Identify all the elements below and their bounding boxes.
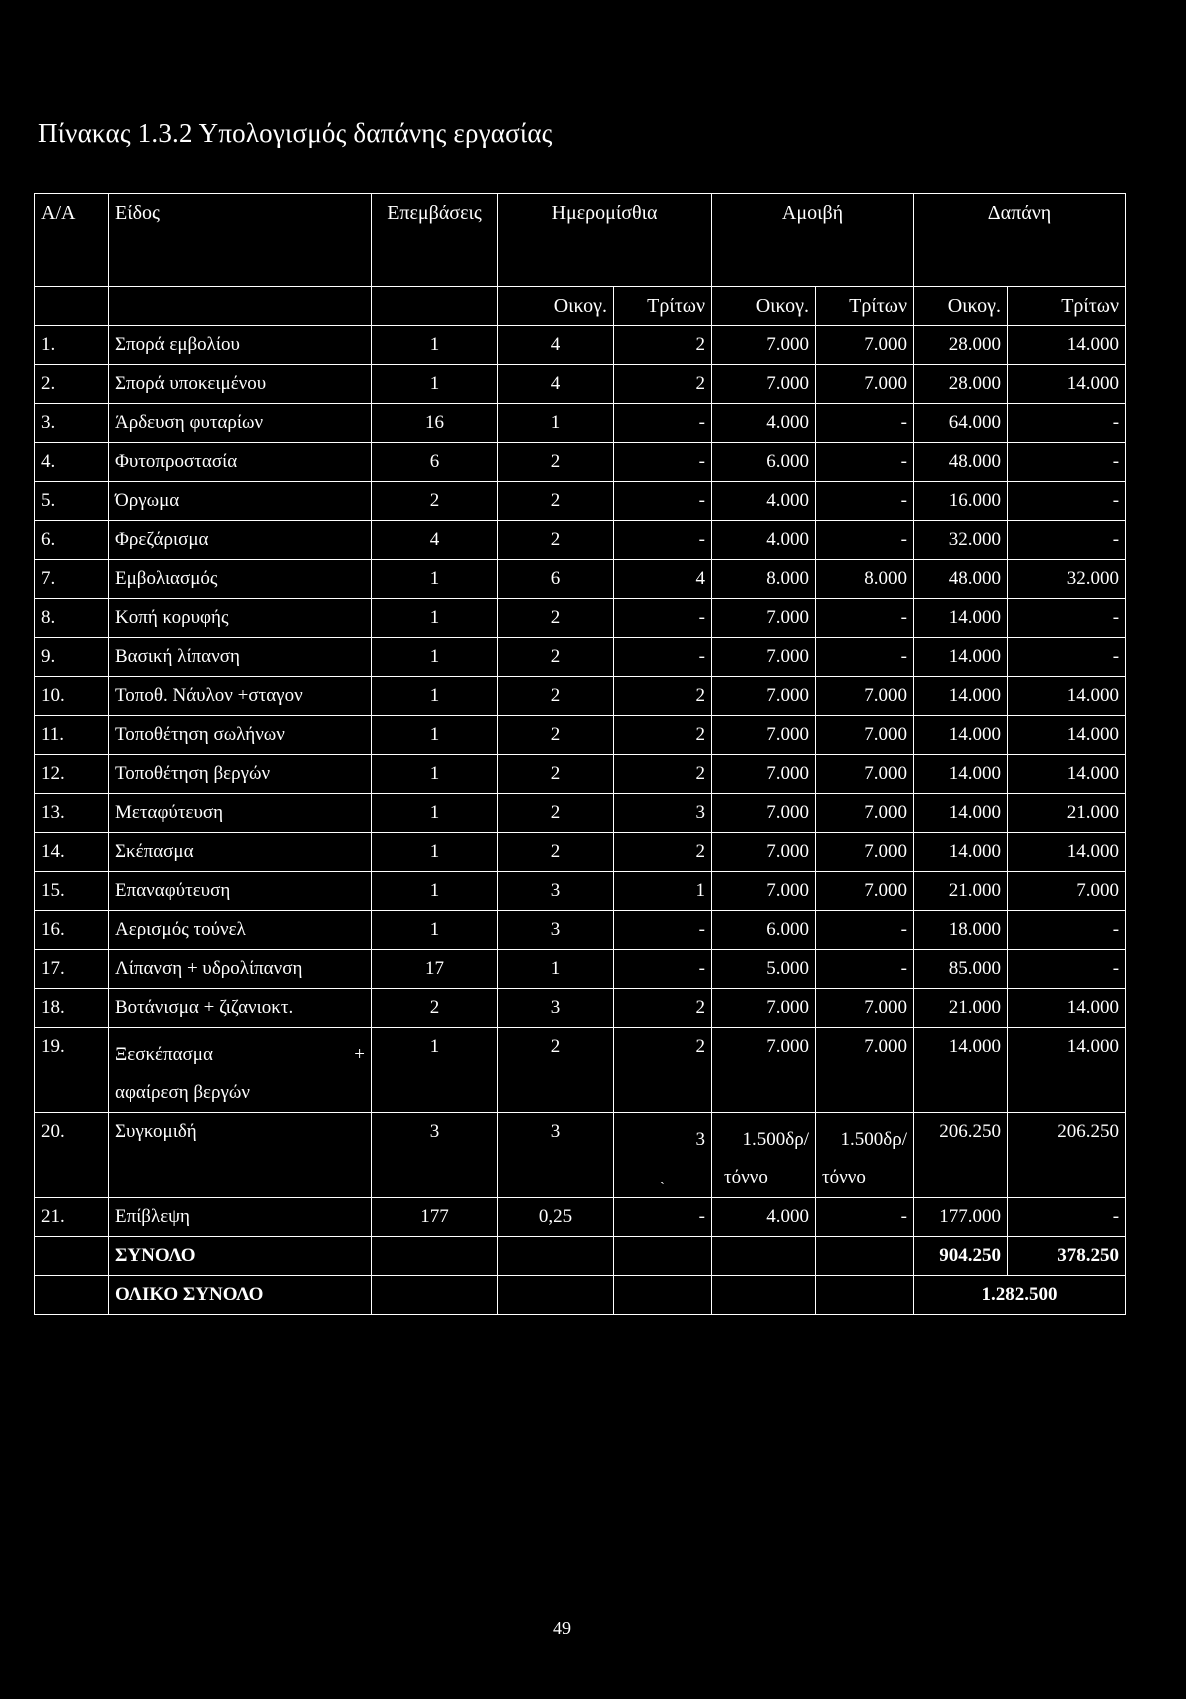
table-row-9 — [35, 638, 1126, 677]
cell-eidos: Μεταφύτευση — [109, 794, 372, 833]
header-aa: Α/Α — [35, 194, 109, 287]
table-row-4 — [35, 443, 1126, 482]
cell-am-triton: 7.000 — [816, 1028, 914, 1113]
cell-da-oikog: 14.000 — [914, 638, 1008, 677]
cell-am-oikog: 7.000 — [712, 833, 816, 872]
cell-aa: 16. — [35, 911, 109, 950]
cell-da-oikog: 14.000 — [914, 1028, 1008, 1113]
cell-da-oikog: 14.000 — [914, 794, 1008, 833]
header-row-2 — [35, 287, 1126, 326]
cell-aa: 9. — [35, 638, 109, 677]
cell-im-triton: - — [614, 482, 712, 521]
cell-am-oikog: 7.000 — [712, 365, 816, 404]
cell-am-triton: 7.000 — [816, 677, 914, 716]
cell-am-oikog: 7.000 — [712, 599, 816, 638]
cell-am-triton: 7.000 — [816, 716, 914, 755]
cell-epemvaseis: 1 — [372, 911, 498, 950]
cell-am-triton: - — [816, 950, 914, 989]
cell-eidos: Επίβλεψη — [109, 1198, 372, 1237]
cell-da-triton: 14.000 — [1008, 326, 1126, 365]
cell-im-oikog: 0,25 — [498, 1198, 614, 1237]
cell-am-triton: 8.000 — [816, 560, 914, 599]
cell-eidos: Συγκομιδή — [109, 1113, 372, 1198]
table-row-1 — [35, 326, 1126, 365]
cell-epemvaseis: 1 — [372, 599, 498, 638]
cell-im-oikog: 2 — [498, 716, 614, 755]
table-row-2 — [35, 365, 1126, 404]
cell-da-oikog: 14.000 — [914, 716, 1008, 755]
cell-da-triton: 32.000 — [1008, 560, 1126, 599]
cell-da-oikog: 28.000 — [914, 326, 1008, 365]
cell-da-oikog: 48.000 — [914, 560, 1008, 599]
cell-am-triton: - — [816, 443, 914, 482]
cell-im-triton: 4 — [614, 560, 712, 599]
cell-aa: 10. — [35, 677, 109, 716]
cell-epemvaseis: 2 — [372, 482, 498, 521]
table-row-19 — [35, 1028, 1126, 1113]
header-imeromisthia: Ημερομίσθια — [498, 194, 712, 287]
header-row-1 — [35, 194, 1126, 287]
cell-epemvaseis: 1 — [372, 677, 498, 716]
cell-da-oikog: 48.000 — [914, 443, 1008, 482]
cell-da-oikog: 64.000 — [914, 404, 1008, 443]
cell-im-triton: - — [614, 443, 712, 482]
table-row-12 — [35, 755, 1126, 794]
cell-im-triton: 2 — [614, 716, 712, 755]
cell-am-oikog: 7.000 — [712, 677, 816, 716]
cell-eidos: Επαναφύτευση — [109, 872, 372, 911]
table-row-13 — [35, 794, 1126, 833]
cell-am-triton: - — [816, 911, 914, 950]
cell-am-triton: - — [816, 404, 914, 443]
cell-im-oikog: 6 — [498, 560, 614, 599]
cell-am-triton: 7.000 — [816, 755, 914, 794]
cell-da-oikog: 28.000 — [914, 365, 1008, 404]
cell-da-triton: 14.000 — [1008, 365, 1126, 404]
cell-am-triton: 7.000 — [816, 989, 914, 1028]
cell-im-oikog: 2 — [498, 599, 614, 638]
cell-am-triton: - — [816, 599, 914, 638]
cell-epemvaseis: 177 — [372, 1198, 498, 1237]
cell-da-triton: - — [1008, 404, 1126, 443]
cell-da-triton: 14.000 — [1008, 989, 1126, 1028]
cell-da-triton: - — [1008, 638, 1126, 677]
cell-am-oikog-line2: τόννο — [724, 1167, 768, 1188]
cell-da-oikog: 85.000 — [914, 950, 1008, 989]
cell-im-oikog: 2 — [498, 638, 614, 677]
cell-im-triton: - — [614, 404, 712, 443]
cell-da-triton: 7.000 — [1008, 872, 1126, 911]
header-amoivi-triton: Τρίτων — [816, 287, 914, 326]
cell-am-oikog: 4.000 — [712, 1198, 816, 1237]
labor-cost-table — [34, 193, 1126, 1315]
cell-da-oikog: 21.000 — [914, 989, 1008, 1028]
table-row-15 — [35, 872, 1126, 911]
cell-am-oikog: 7.000 — [712, 794, 816, 833]
cell-am-oikog: 7.000 — [712, 326, 816, 365]
cell-im-oikog: 1 — [498, 404, 614, 443]
cell-im-triton: 2 — [614, 677, 712, 716]
header-amoivi-oikog: Οικογ. — [712, 287, 816, 326]
cell-am-oikog-line1: 1.500δρ/ — [742, 1129, 809, 1150]
cell-da-oikog: 14.000 — [914, 599, 1008, 638]
cell-eidos-line1: Ξεσκέπασμα — [115, 1044, 213, 1065]
header-eidos: Είδος — [109, 194, 372, 287]
total-da-oikog: 904.250 — [914, 1237, 1008, 1276]
cell-am-oikog: 7.000 — [712, 872, 816, 911]
cell-eidos: Άρδευση φυταρίων — [109, 404, 372, 443]
cell-aa: 14. — [35, 833, 109, 872]
header-epemvaseis: Επεμβάσεις — [372, 194, 498, 287]
cell-im-triton: 1 — [614, 872, 712, 911]
cell-eidos-plus: + — [354, 1044, 365, 1065]
cell-im-oikog: 4 — [498, 326, 614, 365]
cell-im-triton: - — [614, 1198, 712, 1237]
cell-aa: 8. — [35, 599, 109, 638]
header-imeromisthia-triton: Τρίτων — [614, 287, 712, 326]
cell-am-triton: 7.000 — [816, 872, 914, 911]
cell-aa: 19. — [35, 1028, 109, 1113]
cell-am-oikog — [712, 1113, 816, 1198]
cell-epemvaseis: 1 — [372, 638, 498, 677]
cell-im-oikog: 3 — [498, 1113, 614, 1198]
cell-da-triton: - — [1008, 950, 1126, 989]
cell-am-oikog: 5.000 — [712, 950, 816, 989]
header-imeromisthia-oikog: Οικογ. — [498, 287, 614, 326]
cell-am-oikog: 4.000 — [712, 404, 816, 443]
cell-am-triton: - — [816, 638, 914, 677]
header-dapani-oikog: Οικογ. — [914, 287, 1008, 326]
cell-am-oikog: 7.000 — [712, 716, 816, 755]
total-row — [35, 1237, 1126, 1276]
cell-aa: 20. — [35, 1113, 109, 1198]
cell-da-triton: 14.000 — [1008, 755, 1126, 794]
table-row-7 — [35, 560, 1126, 599]
cell-aa: 17. — [35, 950, 109, 989]
table-row-18 — [35, 989, 1126, 1028]
cell-eidos: Φυτοπροστασία — [109, 443, 372, 482]
cell-im-oikog: 2 — [498, 521, 614, 560]
header-amoivi: Αμοιβή — [712, 194, 914, 287]
cell-epemvaseis: 6 — [372, 443, 498, 482]
cell-da-triton: 14.000 — [1008, 677, 1126, 716]
cell-aa: 3. — [35, 404, 109, 443]
cell-im-triton: 2 — [614, 326, 712, 365]
cell-eidos: Βοτάνισμα + ζιζανιοκτ. — [109, 989, 372, 1028]
table-row-21 — [35, 1198, 1126, 1237]
total-da-triton: 378.250 — [1008, 1237, 1126, 1276]
cell-am-triton: 7.000 — [816, 326, 914, 365]
cell-im-oikog: 2 — [498, 443, 614, 482]
cell-am-oikog: 7.000 — [712, 638, 816, 677]
cell-epemvaseis: 17 — [372, 950, 498, 989]
table-row-14 — [35, 833, 1126, 872]
cell-im-oikog: 1 — [498, 950, 614, 989]
cell-da-triton: - — [1008, 911, 1126, 950]
cell-da-oikog: 206.250 — [914, 1113, 1008, 1198]
cell-epemvaseis: 1 — [372, 326, 498, 365]
cell-epemvaseis: 1 — [372, 716, 498, 755]
cell-aa: 21. — [35, 1198, 109, 1237]
table-row-20 — [35, 1113, 1126, 1198]
cell-aa: 4. — [35, 443, 109, 482]
cell-da-triton: - — [1008, 521, 1126, 560]
cell-epemvaseis: 2 — [372, 989, 498, 1028]
cell-aa: 18. — [35, 989, 109, 1028]
cell-im-triton-mark: ˏ — [660, 1170, 665, 1185]
cell-aa: 15. — [35, 872, 109, 911]
cell-epemvaseis: 1 — [372, 872, 498, 911]
cell-im-oikog: 2 — [498, 482, 614, 521]
cell-im-triton: - — [614, 599, 712, 638]
table-row-3 — [35, 404, 1126, 443]
header-dapani: Δαπάνη — [914, 194, 1126, 287]
cell-am-oikog: 6.000 — [712, 911, 816, 950]
cell-da-triton: 206.250 — [1008, 1113, 1126, 1198]
cell-im-oikog: 2 — [498, 833, 614, 872]
cell-am-triton — [816, 1113, 914, 1198]
cell-eidos: Φρεζάρισμα — [109, 521, 372, 560]
cell-aa: 13. — [35, 794, 109, 833]
cell-eidos: Όργωμα — [109, 482, 372, 521]
cell-am-triton: - — [816, 521, 914, 560]
cell-epemvaseis: 16 — [372, 404, 498, 443]
cell-epemvaseis: 1 — [372, 365, 498, 404]
table-row-10 — [35, 677, 1126, 716]
cell-da-oikog: 177.000 — [914, 1198, 1008, 1237]
cell-eidos: Κοπή κορυφής — [109, 599, 372, 638]
cell-im-oikog: 3 — [498, 911, 614, 950]
cell-epemvaseis: 1 — [372, 833, 498, 872]
cell-da-triton: - — [1008, 1198, 1126, 1237]
cell-da-oikog: 16.000 — [914, 482, 1008, 521]
cell-eidos: Βασική λίπανση — [109, 638, 372, 677]
cell-da-triton: 14.000 — [1008, 833, 1126, 872]
cell-eidos: Σπορά εμβολίου — [109, 326, 372, 365]
cell-im-oikog: 2 — [498, 677, 614, 716]
cell-im-oikog: 3 — [498, 872, 614, 911]
cell-eidos: Αερισμός τούνελ — [109, 911, 372, 950]
table-row-8 — [35, 599, 1126, 638]
cell-im-oikog: 2 — [498, 794, 614, 833]
page-title: Πίνακας 1.3.2 Υπολογισμός δαπάνης εργασίας — [38, 118, 553, 148]
cell-am-oikog: 7.000 — [712, 989, 816, 1028]
cell-eidos-line2: αφαίρεση βεργών — [115, 1082, 250, 1103]
cell-aa: 2. — [35, 365, 109, 404]
cell-epemvaseis: 1 — [372, 794, 498, 833]
table-row-11 — [35, 716, 1126, 755]
cell-am-oikog: 6.000 — [712, 443, 816, 482]
cell-im-triton: 2 — [614, 755, 712, 794]
cell-da-oikog: 18.000 — [914, 911, 1008, 950]
grand-total-value: 1.282.500 — [914, 1276, 1126, 1315]
cell-im-triton-value: 3 — [695, 1129, 705, 1150]
cell-im-oikog: 2 — [498, 1028, 614, 1113]
grand-total-label: ΟΛΙΚΟ ΣΥΝΟΛΟ — [109, 1276, 372, 1315]
cell-im-oikog: 4 — [498, 365, 614, 404]
cell-da-triton: 21.000 — [1008, 794, 1126, 833]
cell-am-triton-line1: 1.500δρ/ — [840, 1129, 907, 1150]
cell-am-triton: - — [816, 482, 914, 521]
cell-da-triton: - — [1008, 482, 1126, 521]
cell-im-triton: - — [614, 950, 712, 989]
cell-eidos — [109, 1028, 372, 1113]
cell-da-oikog: 21.000 — [914, 872, 1008, 911]
cell-da-oikog: 32.000 — [914, 521, 1008, 560]
cell-eidos: Τοποθέτηση σωλήνων — [109, 716, 372, 755]
table-row-16 — [35, 911, 1126, 950]
cell-im-triton: - — [614, 521, 712, 560]
cell-am-triton: 7.000 — [816, 833, 914, 872]
cell-da-oikog: 14.000 — [914, 755, 1008, 794]
cell-aa: 12. — [35, 755, 109, 794]
cell-epemvaseis: 4 — [372, 521, 498, 560]
cell-aa: 7. — [35, 560, 109, 599]
cell-da-triton: 14.000 — [1008, 716, 1126, 755]
cell-am-oikog: 8.000 — [712, 560, 816, 599]
cell-da-triton: - — [1008, 599, 1126, 638]
table-row-17 — [35, 950, 1126, 989]
cell-im-triton: 2 — [614, 1028, 712, 1113]
cell-da-triton: 14.000 — [1008, 1028, 1126, 1113]
cell-am-triton: - — [816, 1198, 914, 1237]
table-row-5 — [35, 482, 1126, 521]
cell-im-triton — [614, 1113, 712, 1198]
cell-im-triton: - — [614, 638, 712, 677]
cell-da-oikog: 14.000 — [914, 677, 1008, 716]
header-dapani-triton: Τρίτων — [1008, 287, 1126, 326]
cell-da-oikog: 14.000 — [914, 833, 1008, 872]
cell-im-oikog: 3 — [498, 989, 614, 1028]
cell-im-oikog: 2 — [498, 755, 614, 794]
cell-am-oikog: 4.000 — [712, 521, 816, 560]
cell-am-triton: 7.000 — [816, 794, 914, 833]
grand-total-row — [35, 1276, 1126, 1315]
cell-im-triton: 2 — [614, 833, 712, 872]
cell-am-triton: 7.000 — [816, 365, 914, 404]
cell-im-triton: 3 — [614, 794, 712, 833]
cell-im-triton: - — [614, 911, 712, 950]
cell-epemvaseis: 1 — [372, 1028, 498, 1113]
cell-aa: 1. — [35, 326, 109, 365]
cell-aa: 5. — [35, 482, 109, 521]
cell-epemvaseis: 1 — [372, 755, 498, 794]
cell-epemvaseis: 1 — [372, 560, 498, 599]
cell-am-triton-line2: τόννο — [822, 1167, 866, 1188]
cell-eidos: Λίπανση + υδρολίπανση — [109, 950, 372, 989]
cell-eidos: Τοποθέτηση βεργών — [109, 755, 372, 794]
cell-eidos: Τοποθ. Νάυλον +σταγον — [109, 677, 372, 716]
page-number: 49 — [553, 1618, 571, 1638]
cell-aa: 11. — [35, 716, 109, 755]
cell-am-oikog: 7.000 — [712, 1028, 816, 1113]
cell-eidos: Εμβολιασμός — [109, 560, 372, 599]
cell-aa: 6. — [35, 521, 109, 560]
cell-am-oikog: 7.000 — [712, 755, 816, 794]
table-row-6 — [35, 521, 1126, 560]
total-label: ΣΥΝΟΛΟ — [109, 1237, 372, 1276]
cell-da-triton: - — [1008, 443, 1126, 482]
cell-am-oikog: 4.000 — [712, 482, 816, 521]
cell-eidos: Σπορά υποκειμένου — [109, 365, 372, 404]
cell-im-triton: 2 — [614, 989, 712, 1028]
cell-epemvaseis: 3 — [372, 1113, 498, 1198]
cell-im-triton: 2 — [614, 365, 712, 404]
cell-eidos: Σκέπασμα — [109, 833, 372, 872]
